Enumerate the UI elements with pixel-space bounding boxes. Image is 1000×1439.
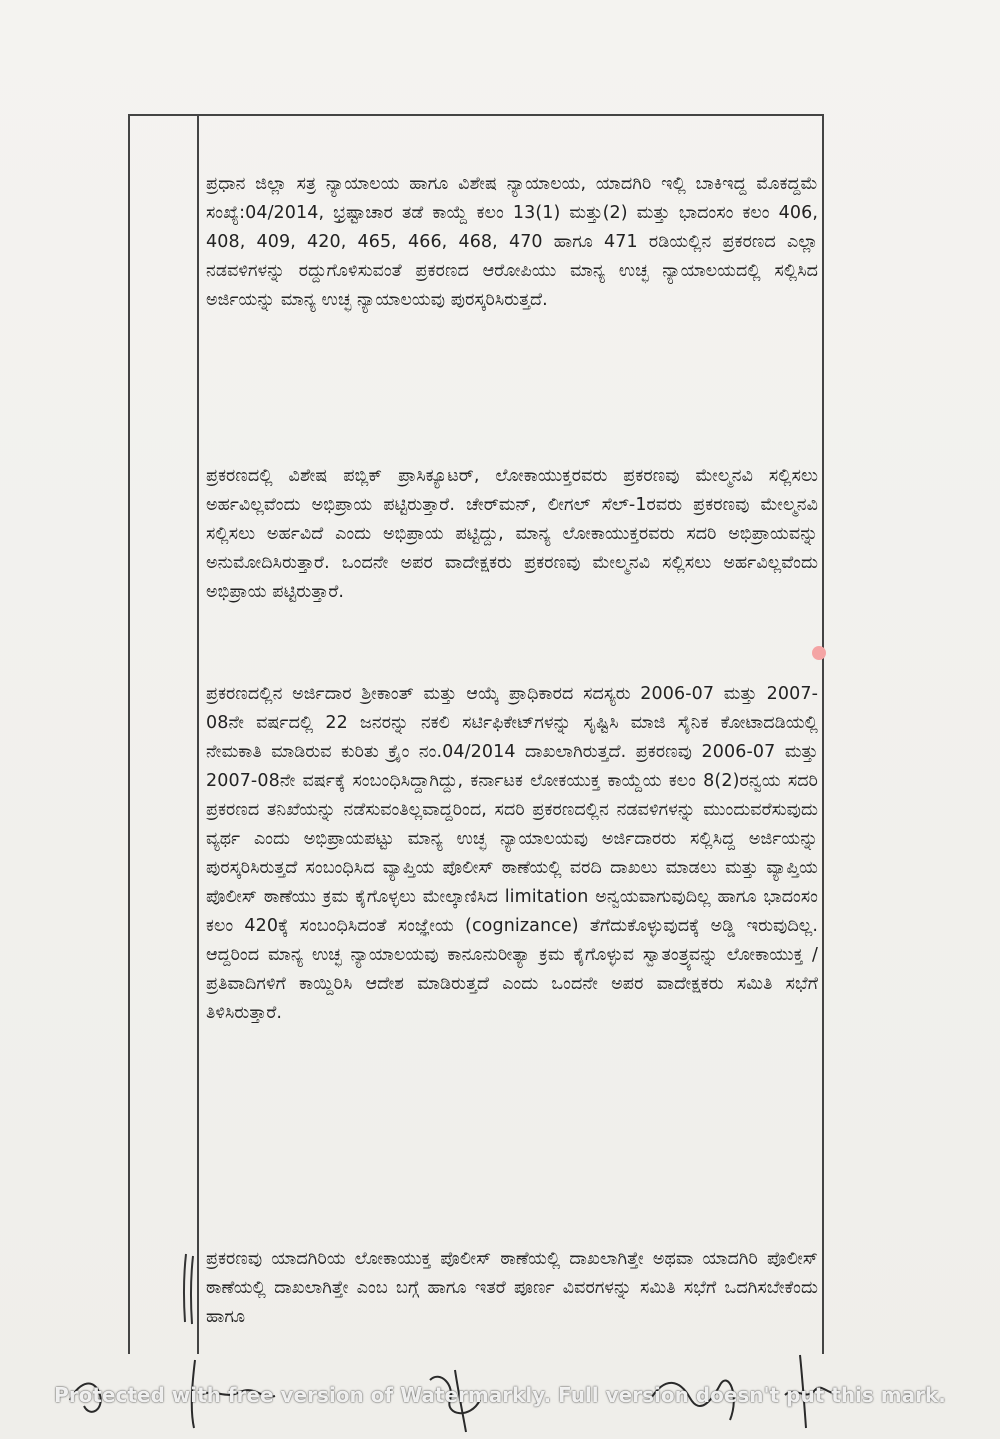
margin-double-line-mark [176, 1252, 206, 1326]
paragraph-4: ಪ್ರಕರಣವು ಯಾದಗಿರಿಯ ಲೋಕಾಯುಕ್ತ ಪೊಲೀಸ್ ಠಾಣೆಯಲ್ಲಿ ದಾಖಲಾಗಿತ್ತೇ ಅಥವಾ ಯಾದಗಿರಿ ಪೊಲೀಸ್ ಠಾಣೆಯಲ್ಲಿ ದಾಖಲಾಗಿತ್ತೇ ಎಂಬ ಬಗ್ಗೆ ಹಾಗೂ ಇತರೆ ಪೂರ್ಣ ವಿವರಗಳನ್ನು ಸಮಿತಿ ಸಭೆಗೆ ಒದಗಿಸಬೇಕೆಂದು ಹಾಗೂ [206, 1249, 818, 1327]
paragraph-2: ಪ್ರಕರಣದಲ್ಲಿ ವಿಶೇಷ ಪಬ್ಲಿಕ್ ಪ್ರಾಸಿಕ್ಯೂಟರ್, ಲೋಕಾಯುಕ್ತರವರು ಪ್ರಕರಣವು ಮೇಲ್ಮನವಿ ಸಲ್ಲಿಸಲು ಅರ್ಹವಿಲ್ಲವೆಂದು ಅಭಿಪ್ರಾಯ ಪಟ್ಟಿರುತ್ತಾರೆ. ಚೇರ್‌ಮನ್, ಲೀಗಲ್ ಸೆಲ್-1ರವರು ಪ್ರಕರಣವು ಮೇಲ್ಮನವಿ ಸಲ್ಲಿಸಲು ಅರ್ಹವಿದೆ ಎಂದು ಅಭಿಪ್ರಾಯ ಪಟ್ಟಿದ್ದು, ಮಾನ್ಯ ಲೋಕಾಯುಕ್ತರವರು ಸದರಿ ಅಭಿಪ್ರಾಯವನ್ನು ಅನುಮೋದಿಸಿರುತ್ತಾರೆ. ಒಂದನೇ ಅಪರ ವಾದೇಕ್ಷಕರು ಪ್ರಕರಣವು ಮೇಲ್ಮನವಿ ಸಲ್ಲಿಸಲು ಅರ್ಹವಿಲ್ಲವೆಂದು ಅಭಿಪ್ರಾಯ ಪಟ್ಟಿರುತ್ತಾರೆ. [206, 466, 818, 602]
table-top-border [128, 114, 824, 116]
logo-dot [812, 646, 826, 660]
table-left-border [128, 114, 130, 1354]
table-right-border [822, 114, 824, 1354]
paragraph-1: ಪ್ರಧಾನ ಜಿಲ್ಲಾ ಸತ್ರ ನ್ಯಾಯಾಲಯ ಹಾಗೂ ವಿಶೇಷ ನ್ಯಾಯಾಲಯ, ಯಾದಗಿರಿ ಇಲ್ಲಿ ಬಾಕಿಇದ್ದ ಮೊಕದ್ದಮೆ ಸಂಖ್ಯೆ:04/2014, ಭ್ರಷ್ಟಾಚಾರ ತಡೆ ಕಾಯ್ದೆ ಕಲಂ 13(1) ಮತ್ತು(2) ಮತ್ತು ಭಾದಂಸಂ ಕಲಂ 406, 408, 409, 420, 465, 466, 468, 470 ಹಾಗೂ 471 ರಡಿಯಲ್ಲಿನ ಪ್ರಕರಣದ ಎಲ್ಲಾ ನಡವಳಿಗಳನ್ನು ರದ್ದುಗೊಳಿಸುವಂತೆ ಪ್ರಕರಣದ ಆರೋಪಿಯು ಮಾನ್ಯ ಉಚ್ಛ ನ್ಯಾಯಾಲಯದಲ್ಲಿ ಸಲ್ಲಿಸಿದ ಅರ್ಜಿಯನ್ನು ಮಾನ್ಯ ಉಚ್ಛ ನ್ಯಾಯಾಲಯವು ಪುರಸ್ಕರಿಸಿರುತ್ತದೆ. [206, 174, 818, 310]
watermark-banner: Protected with free version of Watermarkly. Full version doesn't put this mark. [54, 1383, 946, 1407]
table-column-divider [197, 114, 199, 1354]
paragraph-3: ಪ್ರಕರಣದಲ್ಲಿನ ಅರ್ಜಿದಾರ ಶ್ರೀಕಾಂತ್ ಮತ್ತು ಆಯ್ಕೆ ಪ್ರಾಧಿಕಾರದ ಸದಸ್ಯರು 2006-07 ಮತ್ತು 2007-08ನೇ ವರ್ಷದಲ್ಲಿ 22 ಜನರನ್ನು ನಕಲಿ ಸರ್ಟಿಫಿಕೇಟ್‌ಗಳನ್ನು ಸೃಷ್ಟಿಸಿ ಮಾಜಿ ಸೈನಿಕ ಕೋಟಾದಡಿಯಲ್ಲಿ ನೇಮಕಾತಿ ಮಾಡಿರುವ ಕುರಿತು ಕ್ರೈಂ ನಂ.04/2014 ದಾಖಲಾಗಿರುತ್ತದೆ. ಪ್ರಕರಣವು 2006-07 ಮತ್ತು 2007-08ನೇ ವರ್ಷಕ್ಕೆ ಸಂಬಂಧಿಸಿದ್ದಾಗಿದ್ದು, ಕರ್ನಾಟಕ ಲೋಕಯುಕ್ತ ಕಾಯ್ದೆಯ ಕಲಂ 8(2)ರನ್ವಯ ಸದರಿ ಪ್ರಕರಣದ ತನಿಖೆಯನ್ನು ನಡೆಸುವಂತಿಲ್ಲವಾದ್ದರಿಂದ, ಸದರಿ ಪ್ರಕರಣದಲ್ಲಿನ ನಡವಳಿಗಳನ್ನು ಮುಂದುವರೆಸುವುದು ವ್ಯರ್ಥ ಎಂದು ಅಭಿಪ್ರಾಯಪಟ್ಟು ಮಾನ್ಯ ಉಚ್ಛ ನ್ಯಾಯಾಲಯವು ಅರ್ಜಿದಾರರು ಸಲ್ಲಿಸಿದ್ದ ಅರ್ಜಿಯನ್ನು ಪುರಸ್ಕರಿಸಿರುತ್ತದೆ ಸಂಬಂಧಿಸಿದ ವ್ಯಾಪ್ತಿಯ ಪೊಲೀಸ್ ಠಾಣೆಯಲ್ಲಿ ವರದಿ ದಾಖಲು ಮಾಡಲು ಮತ್ತು ವ್ಯಾಪ್ತಿಯ ಪೊಲೀಸ್ ಠಾಣೆಯು ಕ್ರಮ ಕೈಗೊಳ್ಳಲು ಮೇಲ್ಕಾಣಿಸಿದ limitation ಅನ್ವಯವಾಗುವುದಿಲ್ಲ ಹಾಗೂ ಭಾದಂಸಂ ಕಲಂ 420ಕ್ಕೆ ಸಂಬಂಧಿಸಿದಂತೆ ಸಂಜ್ಞೇಯ (cognizance) ತೆಗೆದುಕೊಳ್ಳುವುದಕ್ಕೆ ಅಡ್ಡಿ ಇರುವುದಿಲ್ಲ. ಆದ್ದರಿಂದ ಮಾನ್ಯ ಉಚ್ಛ ನ್ಯಾಯಾಲಯವು ಕಾನೂನುರೀತ್ಯಾ ಕ್ರಮ ಕೈಗೊಳ್ಳುವ ಸ್ವಾತಂತ್ರ್ಯವನ್ನು ಲೋಕಾಯುಕ್ತ / ಪ್ರತಿವಾದಿಗಳಿಗೆ ಕಾಯ್ದಿರಿಸಿ ಆದೇಶ ಮಾಡಿರುತ್ತದೆ ಎಂದು ಒಂದನೇ ಅಪರ ವಾದೇಕ್ಷಕರು ಸಮಿತಿ ಸಭೆಗೆ ತಿಳಿಸಿರುತ್ತಾರೆ. [206, 684, 818, 1023]
